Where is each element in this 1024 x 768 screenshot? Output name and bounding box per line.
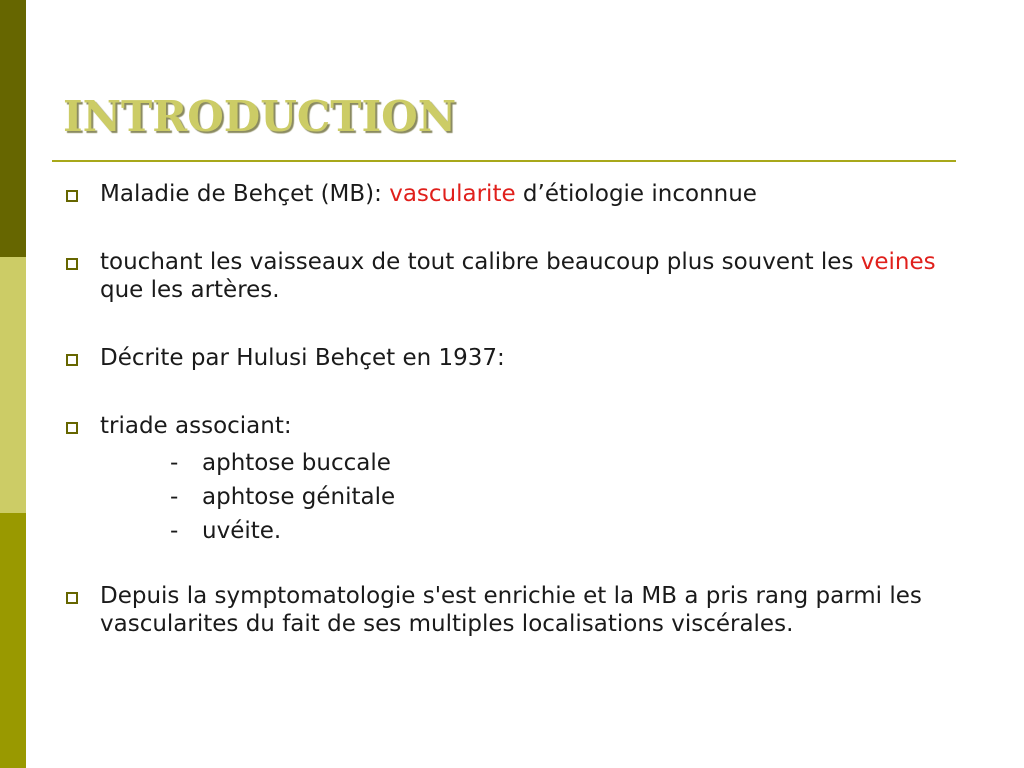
sub-item-text: aphtose buccale — [202, 450, 391, 476]
highlight-text: veines — [860, 249, 936, 275]
square-bullet-icon — [66, 592, 78, 604]
square-bullet-icon — [66, 258, 78, 270]
bullet-item-evolution — [62, 582, 952, 638]
sub-item-buccal — [100, 446, 952, 480]
sub-item-text: aphtose génitale — [202, 484, 396, 510]
sub-item-uveitis — [100, 514, 952, 548]
square-bullet-icon — [66, 354, 78, 366]
square-bullet-icon — [66, 190, 78, 202]
bullet-item-definition — [62, 180, 952, 208]
square-bullet-icon — [66, 422, 78, 434]
dash-marker: - — [170, 484, 179, 510]
bullet-text: d’étiologie inconnue — [515, 181, 757, 207]
slide-title: INTRODUCTION — [63, 92, 457, 141]
bullet-item-history — [62, 344, 952, 372]
bullet-text: triade associant: — [100, 413, 292, 439]
dash-marker: - — [170, 518, 179, 544]
dash-marker: - — [170, 450, 179, 476]
bullet-item-triad — [62, 412, 952, 548]
side-band-middle — [0, 257, 26, 513]
sub-item-genital — [100, 480, 952, 514]
bullet-text: Maladie de Behçet (MB): — [100, 181, 390, 207]
bullet-list — [62, 180, 952, 678]
title-divider — [52, 160, 956, 162]
side-band-top — [0, 0, 26, 257]
bullet-text: que les artères. — [100, 277, 280, 303]
highlight-text: vascularite — [389, 181, 516, 207]
triad-sublist — [100, 446, 952, 548]
bullet-text: Décrite par Hulusi Behçet en 1937: — [100, 345, 505, 371]
bullet-item-vessels — [62, 248, 952, 304]
bullet-text: touchant les vaisseaux de tout calibre beaucoup plus souvent les — [100, 249, 861, 275]
side-band-bottom — [0, 513, 26, 768]
bullet-text: Depuis la symptomatologie s'est enrichie et la MB a pris rang parmi les vascularites du fait de ses multiples localisations viscérales. — [100, 583, 922, 637]
sub-item-text: uvéite. — [202, 518, 282, 544]
